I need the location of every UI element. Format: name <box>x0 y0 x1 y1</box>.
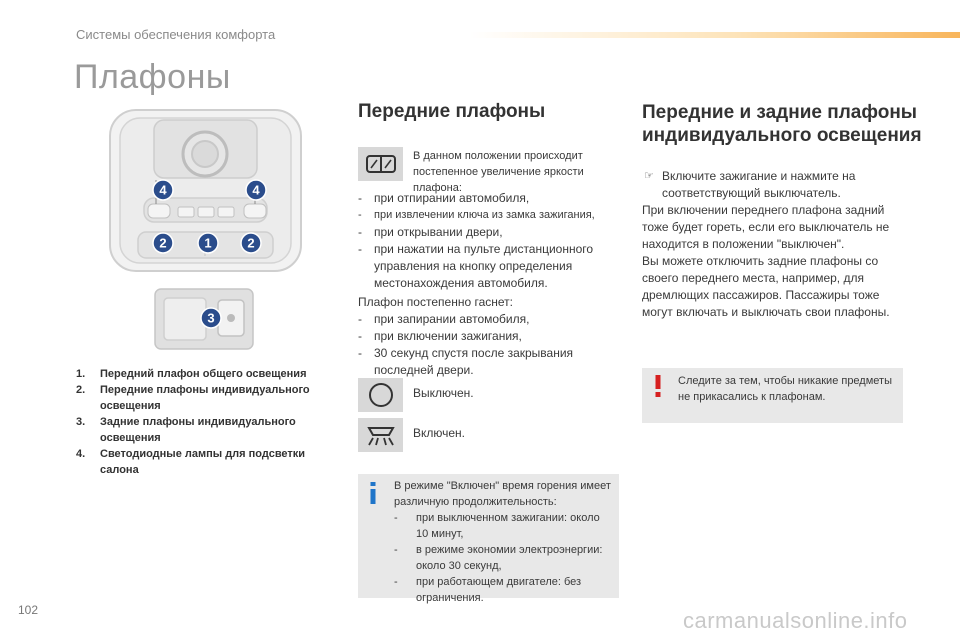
step-text: Включите зажигание и нажмите на соответствующий выключатель. <box>662 169 856 200</box>
page-title: Плафоны <box>74 58 231 96</box>
list-item: - при запирании автомобиля, <box>358 311 620 328</box>
list-item: - при нажатии на пульте дистанционного управления на кнопку определения местонахождения автомобиля. <box>358 241 620 292</box>
info-box <box>358 474 619 604</box>
off-icon-box <box>358 378 403 412</box>
list-item: - при отпирании автомобиля, <box>358 190 620 207</box>
callout-2-left <box>152 232 174 254</box>
list-item: - при включении зажигания, <box>358 328 620 345</box>
callout-3 <box>200 307 222 329</box>
header-accent-bar <box>470 32 960 38</box>
off-circle-icon <box>366 381 396 409</box>
list-item: - 30 секунд спустя после закрывания последней двери. <box>358 345 620 379</box>
info-list <box>394 510 612 606</box>
lamp-on-icon <box>363 422 399 448</box>
legend-item: 4. Светодиодные лампы для подсветки салона <box>76 448 306 476</box>
auto-mode-note: В данном положении происходит постепенное увеличение яркости плафона: <box>413 150 584 194</box>
list-item: - при извлечении ключа из замка зажигания, <box>358 207 620 224</box>
warning-text: Следите за тем, чтобы никакие предметы не прикасались к плафонам. <box>678 375 892 403</box>
callout-4-right <box>245 179 267 201</box>
svg-text:2: 2 <box>247 235 255 251</box>
fade-list <box>358 311 620 379</box>
warning-icon <box>654 375 662 397</box>
svg-text:4: 4 <box>159 182 167 198</box>
front-lamps-heading: Передние плафоны <box>358 101 546 122</box>
callout-4-left <box>152 179 174 201</box>
section-label: Системы обеспечения комфорта <box>76 27 276 42</box>
legend-item: 1. Передний плафон общего освещения <box>76 368 307 380</box>
watermark: carmanualsonline.info <box>683 608 908 633</box>
callout-1 <box>197 232 219 254</box>
info-intro: В режиме "Включен" время горения имеет различную продолжительность: <box>394 480 611 508</box>
svg-text:3: 3 <box>207 310 215 326</box>
list-item: - в режиме экономии электроэнергии: около 30 секунд, <box>394 542 612 574</box>
rear-paragraph-1: При включении переднего плафона задний тоже будет гореть, если его выключатель не находится в положении "выключен". <box>642 203 890 251</box>
auto-mode-icon-box <box>358 147 403 181</box>
callout-2-right <box>240 232 262 254</box>
on-icon-box <box>358 418 403 452</box>
arrow-bullet-icon: ☞ <box>644 170 654 182</box>
list-item: - при открывании двери, <box>358 224 620 241</box>
legend-item: 3. Задние плафоны индивидуального освещения <box>76 416 296 444</box>
off-label: Выключен. <box>413 386 474 400</box>
rear-lamps-heading: Передние и задние плафоны индивидуального освещения <box>642 102 922 146</box>
rear-paragraph-2: Вы можете отключить задние плафоны со своего переднего места, например, для дремлющих пассажиров. Пассажиры тоже могут включать и выключать свои плафоны. <box>642 254 890 319</box>
on-label: Включен. <box>413 426 466 440</box>
svg-text:4: 4 <box>252 182 260 198</box>
svg-text:2: 2 <box>159 235 167 251</box>
page-number: 102 <box>18 603 39 617</box>
warning-box <box>642 368 903 423</box>
auto-mode-list <box>358 190 620 292</box>
legend-item: 2. Передние плафоны индивидуального освещения <box>76 384 310 412</box>
list-item: - при работающем двигателе: без ограничения. <box>394 574 612 606</box>
list-item: - при выключенном зажигании: около 10 минут, <box>394 510 612 542</box>
legend-list <box>76 366 346 478</box>
step-instruction <box>642 168 904 202</box>
svg-text:1: 1 <box>204 235 212 251</box>
info-icon <box>368 482 378 504</box>
fade-intro: Плафон постепенно гаснет: <box>358 295 513 309</box>
door-mode-icon <box>364 153 398 175</box>
